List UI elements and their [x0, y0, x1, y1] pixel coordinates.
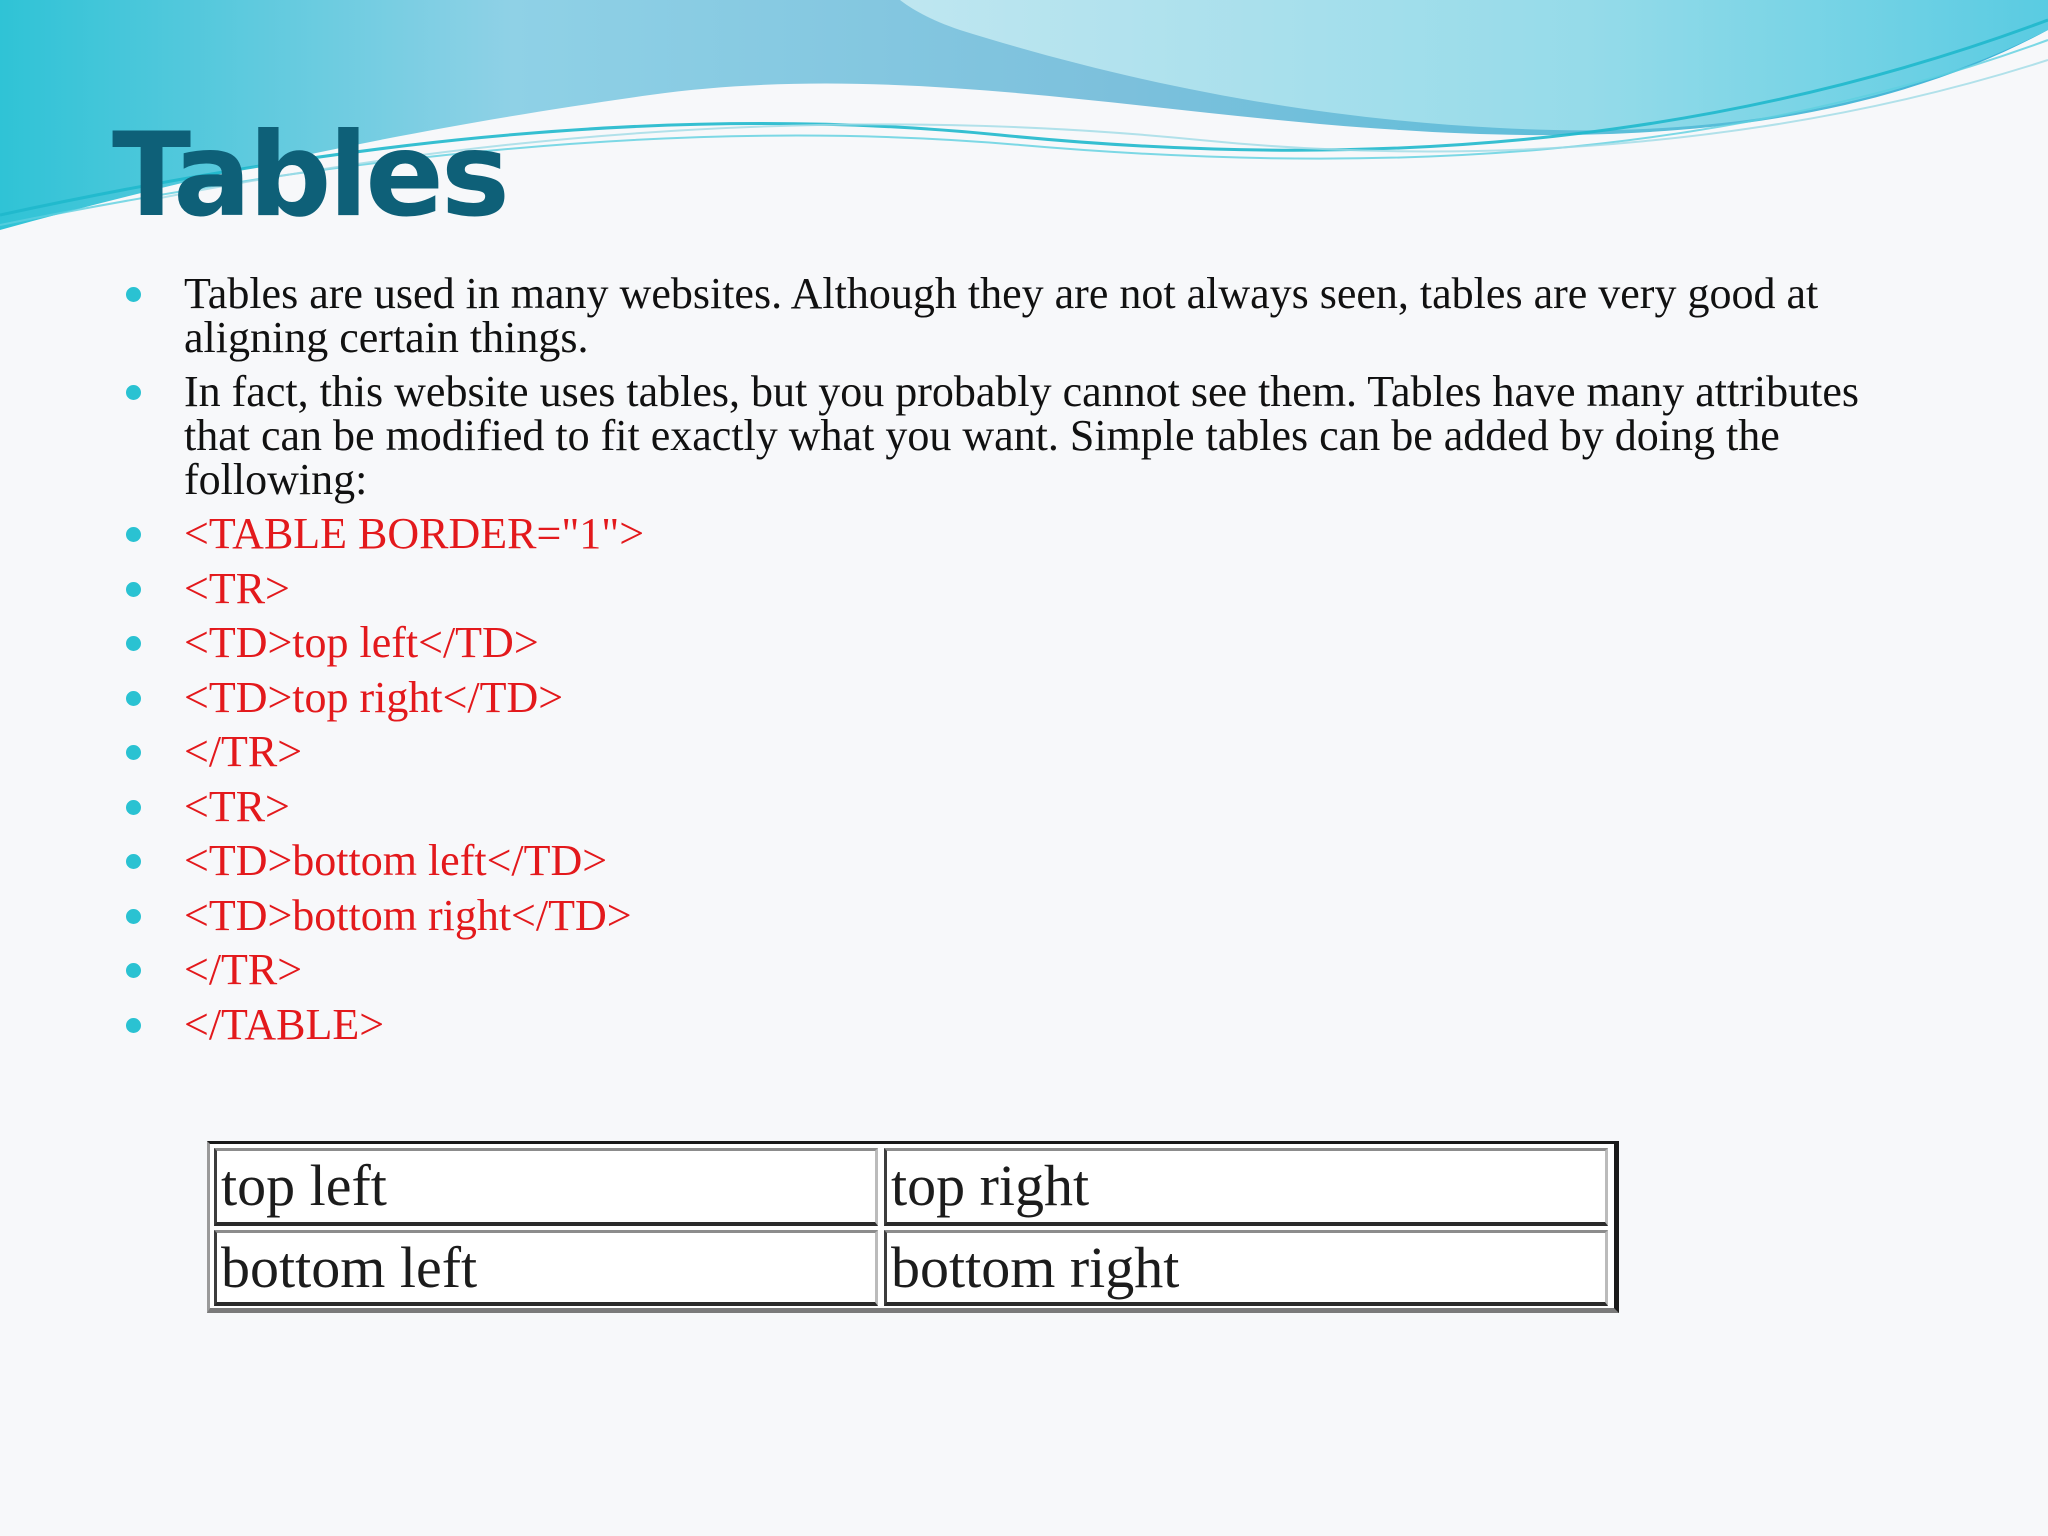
- bullet-dot-icon: [126, 854, 141, 869]
- code-bullet-item: [126, 781, 1926, 831]
- bullet-text: Tables are used in many websites. Although they are not always seen, tables are very good at aligning certain things.: [184, 269, 1819, 362]
- code-line: <TD>bottom left</TD>: [184, 836, 608, 885]
- code-bullet-item: [126, 672, 1926, 722]
- table-cell-bottom-right: bottom right: [884, 1230, 1608, 1306]
- code-line: <TABLE BORDER="1">: [184, 509, 645, 558]
- code-line: <TD>bottom right</TD>: [184, 890, 632, 940]
- code-line: <TR>: [184, 781, 290, 831]
- code-bullet-item: [126, 890, 1926, 940]
- table-cell-top-right: top right: [884, 1148, 1608, 1226]
- bullet-dot-icon: [126, 909, 141, 924]
- bullet-dot-icon: [126, 636, 141, 651]
- slide-title: Tables: [112, 108, 507, 243]
- bullet-dot-icon: [126, 287, 141, 302]
- bullet-dot-icon: [126, 963, 141, 978]
- code-line: <TD>top right</TD>: [184, 672, 564, 722]
- code-line: <TR>: [184, 563, 290, 613]
- bullet-dot-icon: [126, 527, 141, 542]
- bullet-text: In fact, this website uses tables, but you probably cannot see them. Tables have many attributes that can be modified to fit exactly what you want. Simple tables can be added by doing the following:: [184, 367, 1860, 504]
- code-bullet-item: [126, 618, 1926, 667]
- bullet-item: [126, 269, 1926, 362]
- bullet-dot-icon: [126, 691, 141, 706]
- code-bullet-item: [126, 509, 1926, 558]
- bullet-dot-icon: [126, 385, 141, 400]
- bullet-dot-icon: [126, 1018, 141, 1033]
- code-line: </TR>: [184, 945, 303, 994]
- code-line: <TD>top left</TD>: [184, 618, 539, 667]
- code-bullet-item: [126, 999, 1926, 1049]
- bullet-dot-icon: [126, 745, 141, 760]
- bullet-item: [126, 367, 1926, 504]
- bullet-dot-icon: [126, 582, 141, 597]
- code-bullet-item: [126, 945, 1926, 994]
- bullet-list: [126, 269, 1926, 1057]
- code-bullet-item: [126, 836, 1926, 885]
- bullet-dot-icon: [126, 800, 141, 815]
- example-table-screenshot: [207, 1141, 1619, 1313]
- code-line: </TR>: [184, 727, 303, 776]
- code-line: </TABLE>: [184, 999, 385, 1049]
- table-cell-bottom-left: bottom left: [214, 1230, 878, 1306]
- code-bullet-item: [126, 727, 1926, 776]
- table-cell-top-left: top left: [214, 1148, 878, 1226]
- code-bullet-item: [126, 563, 1926, 613]
